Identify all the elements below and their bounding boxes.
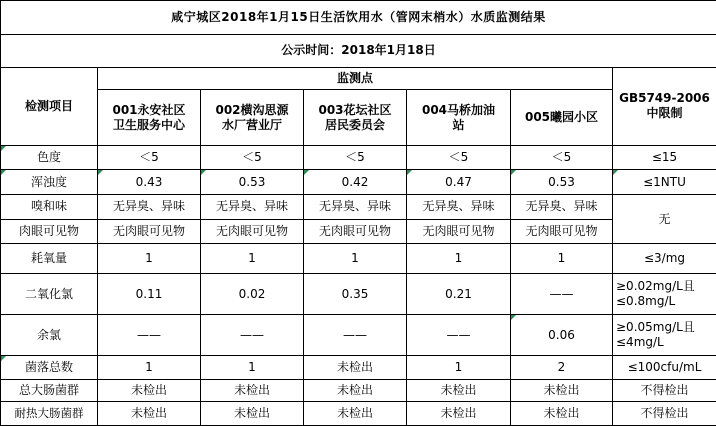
cell-value: ＜5 xyxy=(511,145,613,170)
standard-value: ≤100cfu/mL xyxy=(613,356,716,380)
cell-value: 无异臭、异味 xyxy=(201,194,304,219)
item-header: 检测项目 xyxy=(1,67,98,145)
row-label: 余氯 xyxy=(1,315,98,356)
cell-value: 1 xyxy=(98,244,201,274)
standard-value: ≤3/mg xyxy=(613,244,716,274)
row-label: 耗氧量 xyxy=(1,244,98,274)
table-row xyxy=(1,219,716,244)
cell-value: 未检出 xyxy=(407,402,511,426)
cell-value: 未检出 xyxy=(98,402,201,426)
cell-value: 未检出 xyxy=(511,379,613,402)
standard-header: GB5749-2006 中限制 xyxy=(613,67,716,145)
standard-value: ≥0.05mg/L且 ≤4mg/L xyxy=(613,315,716,356)
cell-value: 未检出 xyxy=(511,402,613,426)
cell-value: ＜5 xyxy=(407,145,511,170)
table-row xyxy=(1,244,716,274)
cell-value: 0.02 xyxy=(201,273,304,314)
cell-value: —— xyxy=(304,315,407,356)
table-row xyxy=(1,194,716,219)
standard-value: 不得检出 xyxy=(613,402,716,426)
standard-value: ≤1NTU xyxy=(613,170,716,195)
cell-value: 0.06 xyxy=(511,315,613,356)
cell-value: 0.43 xyxy=(98,170,201,195)
cell-value: 未检出 xyxy=(98,379,201,402)
row-label: 浑浊度 xyxy=(1,170,98,195)
cell-value: 1 xyxy=(304,244,407,274)
cell-value: ＜5 xyxy=(201,145,304,170)
cell-value: 无肉眼可见物 xyxy=(98,219,201,244)
cell-value: 1 xyxy=(201,356,304,380)
cell-value: 1 xyxy=(407,244,511,274)
cell-value: 未检出 xyxy=(201,379,304,402)
announce-date: 公示时间：2018年1月18日 xyxy=(1,34,716,67)
row-label: 菌落总数 xyxy=(1,356,98,380)
cell-value: 无异臭、异味 xyxy=(304,194,407,219)
cell-value: —— xyxy=(407,315,511,356)
table-row xyxy=(1,402,716,426)
point-header-3: 003花坛社区 居民委员会 xyxy=(304,90,407,145)
row-label: 色度 xyxy=(1,145,98,170)
cell-value: 未检出 xyxy=(304,356,407,380)
cell-value: 0.21 xyxy=(407,273,511,314)
table-row xyxy=(1,315,716,356)
row-label: 总大肠菌群 xyxy=(1,379,98,402)
cell-value: 0.53 xyxy=(201,170,304,195)
cell-value: 未检出 xyxy=(407,379,511,402)
cell-value: 无异臭、异味 xyxy=(98,194,201,219)
cell-value: 1 xyxy=(201,244,304,274)
table-row xyxy=(1,145,716,170)
cell-value: ＜5 xyxy=(304,145,407,170)
standard-value: ≤15 xyxy=(613,145,716,170)
cell-value: 未检出 xyxy=(201,402,304,426)
cell-value: 无异臭、异味 xyxy=(511,194,613,219)
table-row xyxy=(1,356,716,380)
cell-value: ＜5 xyxy=(98,145,201,170)
report-title: 咸宁城区2018年1月15日生活饮用水（管网末梢水）水质监测结果 xyxy=(1,1,716,35)
cell-value: 1 xyxy=(98,356,201,380)
cell-value: 未检出 xyxy=(304,402,407,426)
row-label: 耐热大肠菌群 xyxy=(1,402,98,426)
standard-value: 不得检出 xyxy=(613,379,716,402)
point-header-1: 001永安社区 卫生服务中心 xyxy=(98,90,201,145)
points-header: 监测点 xyxy=(98,67,613,90)
point-header-4: 004马桥加油 站 xyxy=(407,90,511,145)
cell-value: 1 xyxy=(407,356,511,380)
table-row xyxy=(1,379,716,402)
standard-value: ≥0.02mg/L且 ≤0.8mg/L xyxy=(613,273,716,314)
table-row xyxy=(1,170,716,195)
cell-value: 无肉眼可见物 xyxy=(407,219,511,244)
point-header-5: 005曦园小区 xyxy=(511,90,613,145)
cell-value: 0.47 xyxy=(407,170,511,195)
cell-value: 1 xyxy=(511,244,613,274)
row-label: 肉眼可见物 xyxy=(1,219,98,244)
cell-value: 0.11 xyxy=(98,273,201,314)
cell-value: —— xyxy=(511,273,613,314)
cell-value: 无肉眼可见物 xyxy=(304,219,407,244)
cell-value: 0.35 xyxy=(304,273,407,314)
cell-value: 无肉眼可见物 xyxy=(511,219,613,244)
row-label: 二氧化氯 xyxy=(1,273,98,314)
table-row xyxy=(1,273,716,314)
cell-value: —— xyxy=(98,315,201,356)
cell-value: 未检出 xyxy=(304,379,407,402)
cell-value: 0.42 xyxy=(304,170,407,195)
cell-value: 0.53 xyxy=(511,170,613,195)
cell-value: 无肉眼可见物 xyxy=(201,219,304,244)
cell-value: 无异臭、异味 xyxy=(407,194,511,219)
cell-value: 2 xyxy=(511,356,613,380)
standard-value-merged: 无 xyxy=(613,194,716,243)
cell-value: —— xyxy=(201,315,304,356)
point-header-2: 002横沟思源 水厂营业厅 xyxy=(201,90,304,145)
row-label: 嗅和味 xyxy=(1,194,98,219)
